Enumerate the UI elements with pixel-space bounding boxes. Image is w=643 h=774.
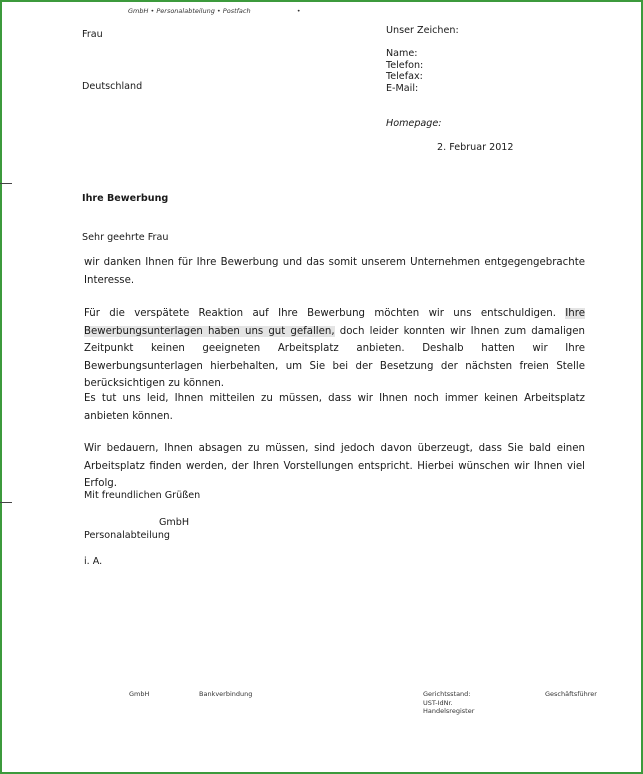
recipient-country: Deutschland xyxy=(82,81,143,92)
body-paragraph-2-highlight: Ihre Bewerbungsunterlagen haben uns gut gefallen, xyxy=(84,308,585,337)
signature-department: Personalabteilung xyxy=(84,530,170,541)
footer-handelsregister: Handelsregister xyxy=(423,707,475,715)
body-paragraph-2-end: doch leider konnten wir Ihnen zum damaligen Zeitpunkt keinen geeigneten Arbeitsplatz anbieten. Deshalb hatten wir Ihre Bewerbungsunterlagen hierbehalten, um Sie bei der Besetzung der nächsten freien Stelle berücksichtigen zu können. xyxy=(84,325,585,389)
reference-name: Name: xyxy=(386,48,418,59)
sender-line xyxy=(128,7,301,15)
reference-email: E-Mail: xyxy=(386,83,419,94)
footer-ust: UST-IdNr. xyxy=(423,698,453,707)
letter-date: 2. Februar 2012 xyxy=(437,142,514,153)
body-paragraph-3: Es tut uns leid, Ihnen mitteilen zu müssen, dass wir Ihnen noch immer keinen Arbeitsplatz anbieten können. xyxy=(84,393,585,422)
letter-greeting: Sehr geehrte Frau xyxy=(82,232,169,243)
recipient-salutation: Frau xyxy=(82,29,103,40)
reference-unser-zeichen: Unser Zeichen: xyxy=(386,25,459,36)
footer-gerichtsstand: Gerichtsstand: xyxy=(423,690,471,698)
signature-ia: i. A. xyxy=(84,556,103,567)
body-paragraph-2 xyxy=(84,305,585,393)
body-paragraph-4: Wir bedauern, Ihnen absagen zu müssen, sind jedoch davon überzeugt, dass Sie bald einen Arbeitsplatz finden werden, der Ihren Vorstellungen entspricht. Hierbei wünschen wir Ihnen viel Erfolg. xyxy=(84,443,585,489)
sender-line-text: GmbH • Personalabteilung • Postfach xyxy=(128,7,251,15)
fold-mark-bottom xyxy=(0,502,12,503)
footer-legal-block xyxy=(423,690,474,716)
sender-bullet: • xyxy=(296,7,301,15)
reference-telefax: Telefax: xyxy=(386,71,423,82)
footer-bank: Bankverbindung xyxy=(199,690,253,698)
body-paragraph-1: wir danken Ihnen für Ihre Bewerbung und das somit unserem Unternehmen entgegengebrachte Interesse. xyxy=(84,257,585,286)
signature-company: GmbH xyxy=(159,517,190,528)
footer-geschaeftsfuehrer: Geschäftsführer xyxy=(545,690,597,698)
footer-company: GmbH xyxy=(129,690,150,698)
letter-subject: Ihre Bewerbung xyxy=(82,193,169,204)
letter-closing: Mit freundlichen Grüßen xyxy=(84,490,201,501)
fold-mark-top xyxy=(0,183,12,184)
reference-telefon: Telefon: xyxy=(386,60,424,71)
body-paragraph-2-start: Für die verspätete Reaktion auf Ihre Bewerbung möchten wir uns entschuldigen. xyxy=(84,308,566,319)
reference-homepage: Homepage: xyxy=(386,118,442,129)
